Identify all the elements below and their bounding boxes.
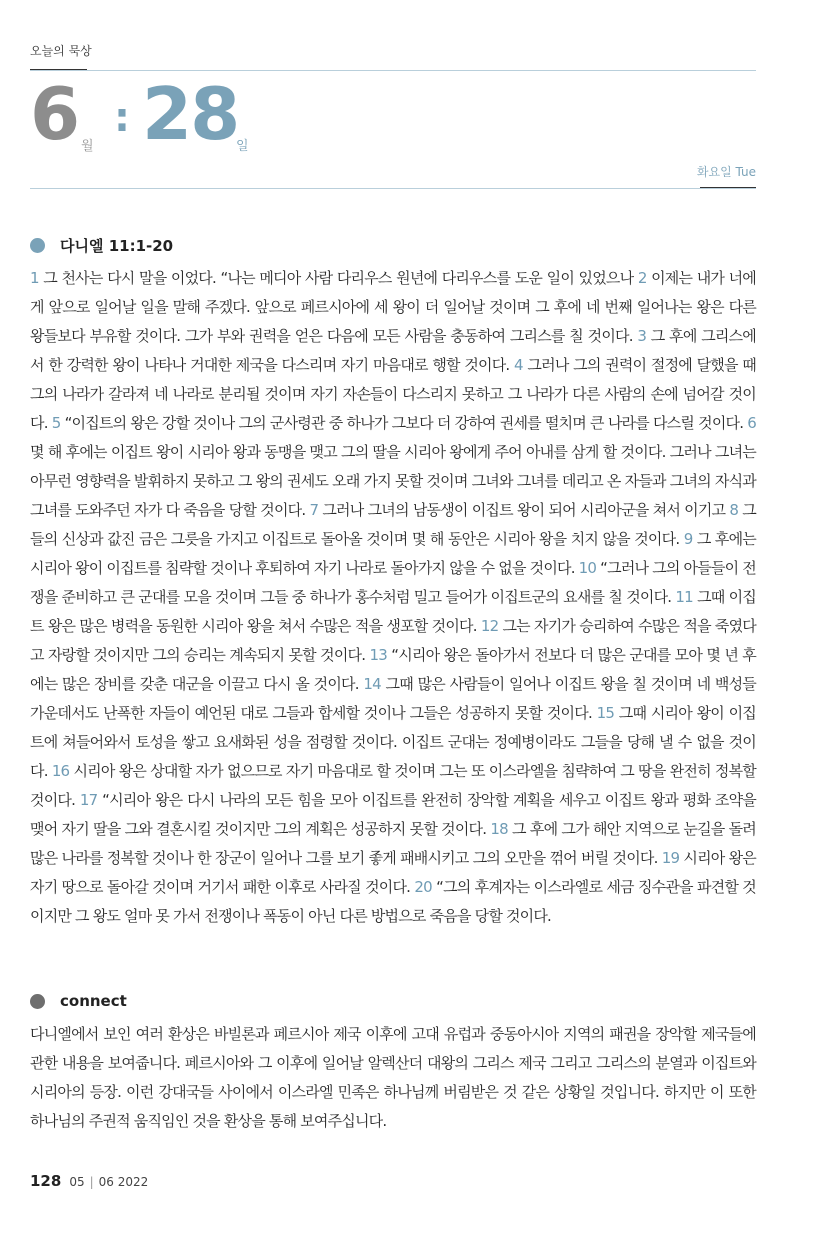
verse-number: 2 [637, 269, 647, 287]
verse-number: 19 [661, 849, 680, 867]
verse-text: 그는 자기가 승리하여 수많은 적을 죽였다고 자랑할 것이지만 그의 승리는 계속되지 못할 것이다. [30, 617, 756, 664]
verse-text: 그 후에는 시리아 왕이 이집트를 침략할 것이나 후퇴하여 자기 나라로 돌아가지 않을 수 없을 것이다. [30, 530, 756, 577]
page-number: 128 [30, 1172, 62, 1190]
weekday-rule [30, 188, 756, 189]
verse-text: 몇 해 후에는 이집트 왕이 시리아 왕과 동맹을 맺고 그의 딸을 시리아 왕에게 주어 아내를 삼게 할 것이다. 그러나 그녀는 아무런 영향력을 발휘하지 못하고 그 왕의 권세도 오래 가지 못할 것이며 그녀와 그녀를 데리고 온 자들과 그녀의 자식과 그녀를 도와주던 자가 다 죽음을 당할 것이다. [30, 443, 756, 519]
scripture-reference: 다니엘 11:1-20 [60, 237, 174, 255]
date-month: 6 [30, 72, 80, 156]
verse-text: 그 천사는 다시 말을 이었다. “나는 메디아 사람 다리우스 원년에 다리우스를 도운 일이 있었으나 [38, 269, 638, 287]
verse-number: 13 [369, 646, 387, 664]
date-month-unit: 월 [81, 139, 94, 154]
connect-heading [30, 992, 127, 1010]
verse-number: 1 [30, 269, 39, 287]
verse-text: 시리아 왕은 상대할 자가 없으므로 자기 마음대로 할 것이며 그는 또 이스라엘을 침략하여 그 땅을 완전히 정복할 것이다. [30, 762, 756, 809]
verse-number: 18 [490, 820, 508, 838]
verse-text: 그때 시리아 왕이 이집트에 쳐들어와서 토성을 쌓고 요새화된 성을 점령할 것이다. 이집트 군대는 정예병이라도 그들을 당해 낼 수 없을 것이다. [30, 704, 756, 780]
verse-text: 그러나 그의 권력이 절정에 달했을 때 그의 나라가 갈라져 네 나라로 분리될 것이며 자기 자손들이 다스리지 못하고 그 나라가 다른 사람의 손에 넘어갈 것이다. [30, 356, 756, 432]
verse-text: 그때 이집트 왕은 많은 병력을 동원한 시리아 왕을 쳐서 수많은 적을 생포할 것이다. [30, 588, 756, 635]
verse-number: 12 [480, 617, 499, 635]
verse-number: 10 [578, 559, 597, 577]
verse-text: “그러나 그의 아들들이 전쟁을 준비하고 큰 군대를 모을 것이며 그들 중 하나가 홍수처럼 밀고 들어가 이집트군의 요새를 칠 것이다. [30, 559, 756, 606]
verse-text: 그 후에 그리스에서 한 강력한 왕이 나타나 거대한 제국을 다스리며 자기 마음대로 행할 것이다. [30, 327, 756, 374]
verse-text: “시리아 왕은 돌아가서 전보다 더 많은 군대를 모아 몇 년 후에는 많은 장비를 갖춘 대군을 이끌고 다시 올 것이다. [30, 646, 756, 693]
header-rule [30, 70, 756, 71]
verse-number: 5 [51, 414, 61, 432]
verse-number: 14 [363, 675, 381, 693]
page-footer [30, 1172, 148, 1190]
verse-number: 6 [747, 414, 756, 432]
verse-text: “이집트의 왕은 강할 것이나 그의 군사령관 중 하나가 그보다 더 강하여 권세를 떨치며 큰 나라를 다스릴 것이다. [60, 414, 748, 432]
verse-number: 3 [637, 327, 647, 345]
verse-number: 17 [79, 791, 98, 809]
scripture-text [30, 264, 756, 931]
issue-month: 05 [69, 1175, 85, 1189]
verse-number: 9 [683, 530, 693, 548]
verse-text: 그때 많은 사람들이 일어나 이집트 왕을 칠 것이며 네 백성들 가운데서도 난폭한 자들이 예언된 대로 그들과 합세할 것이나 그들은 성공하지 못할 것이다. [30, 675, 756, 722]
circle-bullet-icon [30, 238, 45, 253]
verse-number: 8 [729, 501, 739, 519]
date-day: 28 [142, 72, 239, 156]
issue-separator: | [89, 1175, 94, 1189]
header-label: 오늘의 묵상 [30, 44, 92, 58]
verse-number: 16 [51, 762, 70, 780]
connect-title: connect [60, 992, 127, 1010]
verse-text: 그 후에 그가 해안 지역으로 눈길을 돌려 많은 나라를 정복할 것이나 한 장군이 일어나 그를 보기 좋게 패배시키고 그의 오만을 꺾어 버릴 것이다. [30, 820, 756, 867]
weekday-label: 화요일 Tue [696, 165, 756, 179]
verse-text: 시리아 왕은 자기 땅으로 돌아갈 것이며 거기서 패한 이후로 사라질 것이다. [30, 849, 756, 896]
verse-number: 20 [414, 878, 432, 896]
verse-number: 11 [675, 588, 693, 606]
verse-text: 그들의 신상과 값진 금은 그릇을 가지고 이집트로 돌아올 것이며 몇 해 동안은 시리아 왕을 치지 않을 것이다. [30, 501, 756, 548]
date-day-unit: 일 [236, 139, 249, 154]
verse-text: “그의 후계자는 이스라엘로 세금 징수관을 파견할 것이지만 그 왕도 얼마 못 가서 전쟁이나 폭동이 아닌 다른 방법으로 죽음을 당할 것이다. [30, 878, 756, 925]
verse-number: 4 [514, 356, 523, 374]
connect-text: 다니엘에서 보인 여러 환상은 바빌론과 페르시아 제국 이후에 고대 유럽과 중동아시아 지역의 패권을 장악할 제국들에 관한 내용을 보여줍니다. 페르시아와 그 이후에 일어날 알렉산더 대왕의 그리스 제국 그리고 그리스의 분열과 이집트와 시리아의 등장. 이런 강대국들 사이에서 이스라엘 민족은 하나님께 버림받은 것 같은 상황일 것입니다. 하지만 이 또한 하나님의 주권적 움직임인 것을 환상을 통해 보여주십니다. [30, 1025, 756, 1130]
verse-text: 이제는 내가 너에게 앞으로 일어날 일을 말해 주겠다. 앞으로 페르시아에 세 왕이 더 일어날 것이며 그 후에 네 번째 일어나는 왕은 다른 왕들보다 부유할 것이다. 그가 부와 권력을 얻은 다음에 모든 사람을 충동하여 그리스를 칠 것이다. [30, 269, 756, 345]
verse-number: 7 [309, 501, 319, 519]
verse-text: “시리아 왕은 다시 나라의 모든 힘을 모아 이집트를 완전히 장악할 계획을 세우고 이집트 왕과 평화 조약을 맺어 자기 딸을 그와 결혼시킬 것이지만 그의 계획은 성공하지 못할 것이다. [30, 791, 756, 838]
circle-bullet-icon [30, 994, 45, 1009]
scripture-heading [30, 235, 173, 256]
issue-date: 06 2022 [98, 1175, 149, 1189]
verse-text: 그러나 그녀의 남동생이 이집트 왕이 되어 시리아군을 쳐서 이기고 [318, 501, 730, 519]
date-colon: : [114, 95, 130, 141]
verse-number: 15 [596, 704, 615, 722]
